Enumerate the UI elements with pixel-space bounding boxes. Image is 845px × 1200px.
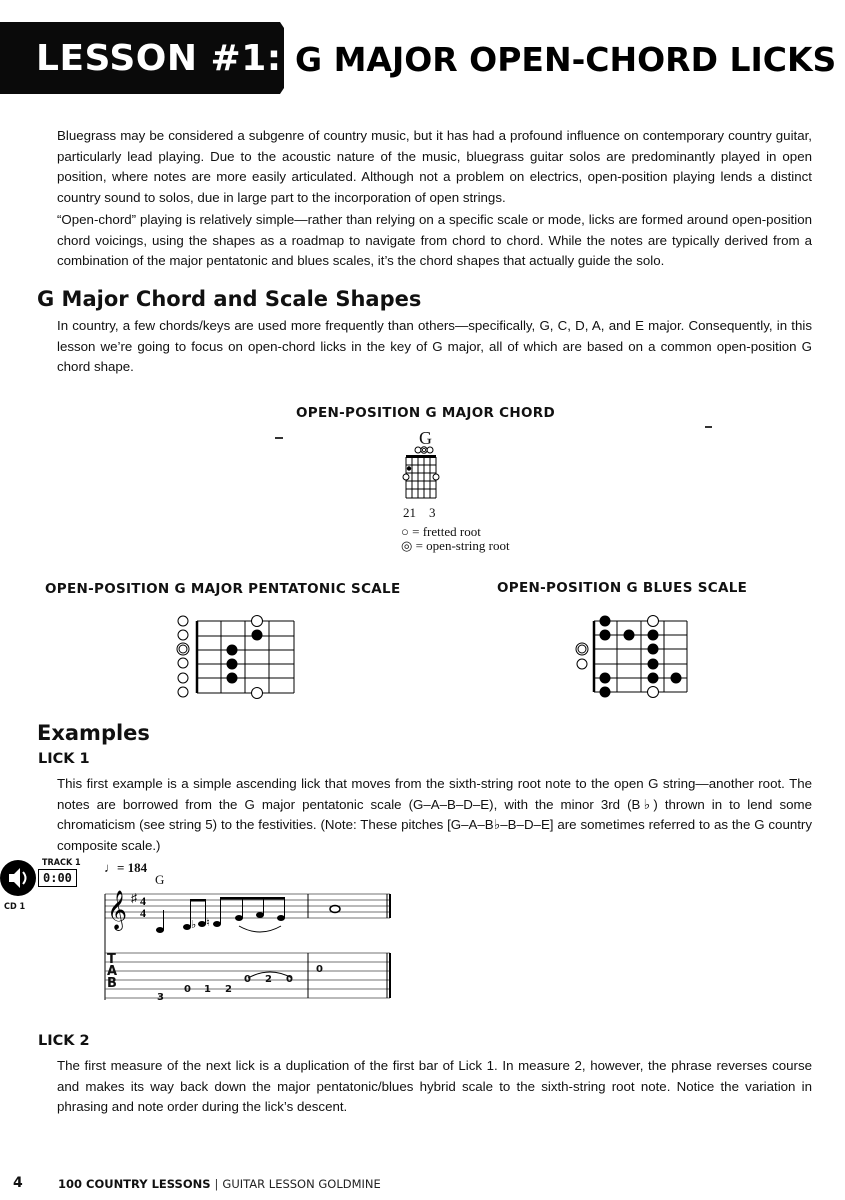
- scale-note: [600, 616, 611, 627]
- scale-note: [227, 659, 238, 670]
- scale-note: [671, 673, 682, 684]
- tab-number: 1: [204, 984, 211, 995]
- section-heading-shapes: G Major Chord and Scale Shapes: [37, 287, 422, 311]
- open-string-note: [577, 659, 587, 669]
- shapes-paragraph: In country, a few chords/keys are used more frequently than others—specifically, G, C, D, A, and E major. Consequently, in this lesson we’re going to focus on open-chord licks in the key of G major, all of which are based on a common open-position G chord shape.: [57, 318, 812, 374]
- footer-separator: |: [214, 1177, 219, 1191]
- svg-text:♭: ♭: [191, 919, 197, 931]
- tab-number: 0: [244, 974, 251, 985]
- chord-name: G: [419, 428, 432, 448]
- pentatonic-scale-diagram: [170, 612, 300, 702]
- scale-note: [600, 630, 611, 641]
- page-number: 4: [13, 1175, 23, 1191]
- scale-note: [648, 630, 659, 641]
- scale-note: [648, 644, 659, 655]
- svg-text:♮: ♮: [206, 917, 210, 929]
- chord-symbol: G: [155, 872, 165, 887]
- series-title: GUITAR LESSON GOLDMINE: [222, 1177, 381, 1191]
- footer-title: [58, 1177, 381, 1191]
- open-string-note: [178, 630, 188, 640]
- scale-note: [648, 659, 659, 670]
- key-signature: ♯: [131, 891, 137, 905]
- chord-fingering: 21 3: [403, 505, 436, 520]
- track-label: TRACK 1: [42, 858, 81, 868]
- svg-text:4: 4: [140, 894, 146, 908]
- scale-note: [227, 645, 238, 656]
- lick-2-label: LICK 2: [38, 1033, 90, 1049]
- open-root-marker: [421, 447, 427, 453]
- fretted-root: [403, 474, 409, 480]
- track-time: 0:00: [38, 869, 77, 887]
- book-title: 100 COUNTRY LESSONS: [58, 1177, 211, 1191]
- treble-clef: 𝄞: [107, 892, 128, 929]
- intro-paragraph-2: “Open-chord” playing is relatively simple—rather than relying on a specific scale or mode, licks are formed around open-position chord voicings, using the shapes as a roadmap to navigate from chord to chord. While the notes are typically derived from a combination of the major pentatonic and blues scales, it’s the chord shapes that actually guide the solo.: [57, 212, 812, 268]
- pentatonic-diagram-title: OPEN-POSITION G MAJOR PENTATONIC SCALE: [45, 581, 401, 597]
- open-string-note: [178, 658, 188, 668]
- g-chord-diagram: [395, 445, 455, 505]
- tab-number: 2: [225, 984, 232, 995]
- legend-open-root: ◎ = open-string root: [401, 538, 510, 553]
- lick-2-paragraph: The first measure of the next lick is a duplication of the first bar of Lick 1. In measure 2, however, the phrase reverses course and makes its way back down the major pentatonic/blues hybrid scale to the sixth-string root note. Notice the variation in phrasing and note order during the lick’s descent.: [57, 1058, 812, 1114]
- open-root-icon: ◎: [401, 538, 413, 553]
- cd-label: CD 1: [4, 902, 26, 912]
- lesson-label: LESSON #1:: [36, 38, 282, 79]
- scale-note: [227, 673, 238, 684]
- open-string-note: [178, 616, 188, 626]
- tab-clef: T A B: [107, 952, 118, 991]
- music-notation: [100, 888, 400, 1008]
- open-string-note: [178, 687, 188, 697]
- scale-note: [252, 630, 263, 641]
- page-title: G MAJOR OPEN-CHORD LICKS: [295, 40, 837, 79]
- audio-play-button[interactable]: [0, 860, 36, 896]
- root-note: [648, 687, 659, 698]
- tab-number: 2: [265, 974, 272, 985]
- scan-mark: [275, 437, 283, 439]
- tab-number: 0: [286, 974, 293, 985]
- fretted-root: [433, 474, 439, 480]
- blues-diagram-title: OPEN-POSITION G BLUES SCALE: [497, 580, 748, 596]
- chord-diagram-title: OPEN-POSITION G MAJOR CHORD: [296, 405, 555, 421]
- examples-heading: Examples: [37, 721, 150, 745]
- scale-note: [600, 673, 611, 684]
- fretted-note: [407, 466, 411, 470]
- speaker-icon: [0, 860, 36, 896]
- nut: [406, 455, 436, 458]
- scale-note: [648, 673, 659, 684]
- lick-1-label: LICK 1: [38, 751, 90, 767]
- tab-number: 3: [157, 992, 164, 1003]
- open-string-marker: [415, 447, 421, 453]
- fretted-root-icon: ○: [401, 524, 409, 539]
- svg-text:4: 4: [140, 906, 146, 920]
- root-note: [252, 688, 263, 699]
- scan-mark: [705, 426, 712, 428]
- open-string-note: [178, 673, 188, 683]
- root-note: [252, 616, 263, 627]
- blues-scale-diagram: [570, 612, 700, 702]
- tempo-marking: ♩= 184: [104, 860, 148, 875]
- lick-1-paragraph: This first example is a simple ascending lick that moves from the sixth-string root note to the open G string—another root. The notes are borrowed from the G major pentatonic scale (G–A–B–D–E), with the minor 3rd (B♭) thrown in to lend some chromaticism (see string 5) to the festivities. (Note: These pitches [G–A–B♭–B–D–E] are sometimes referred to as the G country composite scale.): [57, 776, 812, 853]
- notes: [156, 906, 340, 934]
- intro-paragraph-1: Bluegrass may be considered a subgenre of country music, but it has had a profound influence on contemporary country guitar, particularly lead playing. Due to the acoustic nature of the music, bluegrass guitar solos are predominantly played in open position, where notes are more easily articulated. Although not a problem on electrics, open-position playing lends a distinct country sound to solos, due in large part to the incorporation of open strings.: [57, 128, 812, 205]
- open-string-marker: [427, 447, 433, 453]
- legend-fretted-root: ○ = fretted root: [401, 524, 481, 539]
- scale-note: [600, 687, 611, 698]
- tab-number: 0: [184, 984, 191, 995]
- scale-note: [624, 630, 635, 641]
- root-note: [648, 616, 659, 627]
- tab-number: 0: [316, 964, 323, 975]
